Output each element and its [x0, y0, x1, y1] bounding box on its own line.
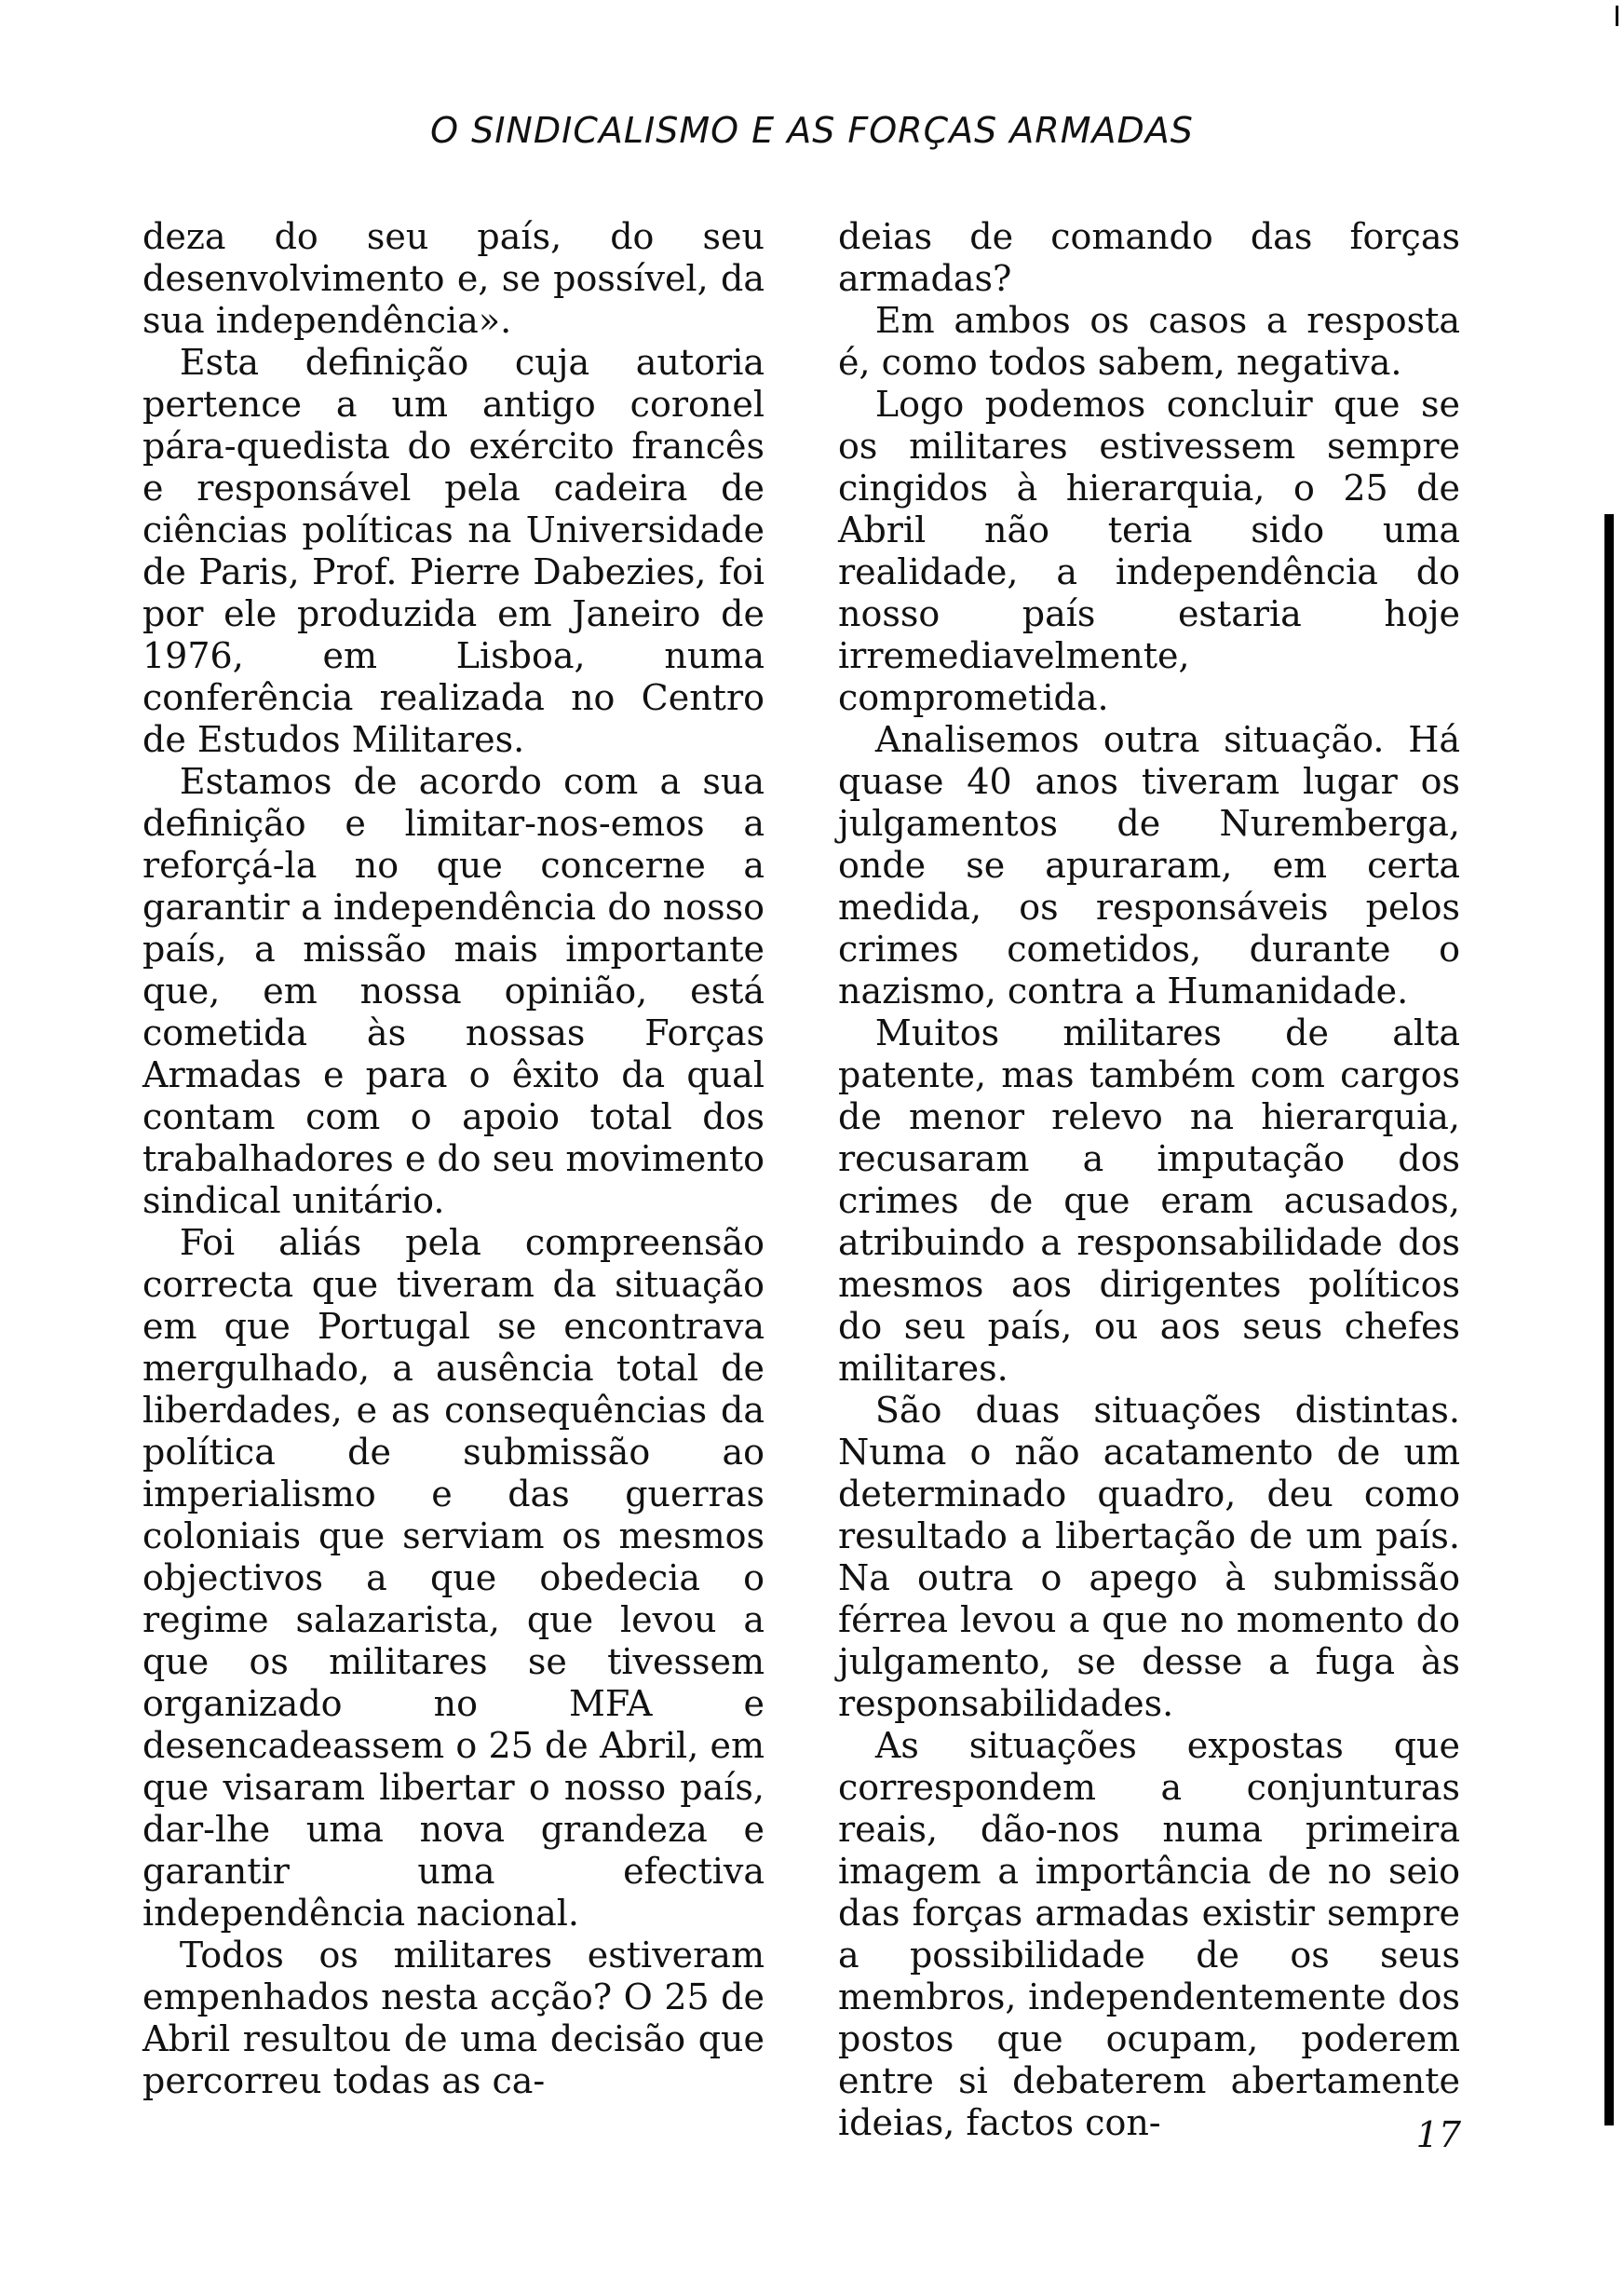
left-text-column — [142, 216, 765, 2102]
paragraph: Muitos militares de alta patente, mas também com cargos de menor relevo na hierarquia, recusaram a imputação dos crimes de que eram acusados, atribuindo a responsabilidade dos mesmos aos dirigentes políticos do seu país, ou aos seus chefes militares. — [838, 1012, 1460, 1389]
paragraph: As situações expostas que correspondem a conjunturas reais, dão-nos numa primeira imagem a importância de no seio das forças armadas existir sempre a possibilidade de os seus membros, independentemente dos postos que ocupam, poderem entre si debaterem abertamente ideias, factos con- — [838, 1725, 1460, 2143]
paragraph: Analisemos outra situação. Há quase 40 anos tiveram lugar os julgamentos de Nuremberga, onde se apuraram, em certa medida, os responsáveis pelos crimes cometidos, durante o nazismo, contra a Humanidade. — [838, 719, 1460, 1012]
paragraph: Esta definição cuja autoria pertence a um antigo coronel pára-quedista do exército francês e responsável pela cadeira de ciências políticas na Universidade de Paris, Prof. Pierre Dabezies, foi por ele produzida em Janeiro de 1976, em Lisboa, numa conferência realizada no Centro de Estudos Militares. — [142, 342, 765, 760]
paragraph: Todos os militares estiveram empenhados nesta acção? O 25 de Abril resultou de uma decisão que percorreu todas as ca- — [142, 1935, 765, 2101]
scan-margin-bar — [1604, 514, 1614, 2125]
paragraph: Em ambos os casos a resposta é, como todos sabem, negativa. — [838, 300, 1460, 383]
paragraph: Estamos de acordo com a sua definição e limitar-nos-emos a reforçá-la no que concerne a garantir a independência do nosso país, a missão mais importante que, em nossa opinião, está cometida às nossas Forças Armadas e para o êxito da qual contam com o apoio total dos trabalhadores e do seu movimento sindical unitário. — [142, 761, 765, 1221]
paragraph: São duas situações distintas. Numa o não acatamento de um determinado quadro, deu como resultado a libertação de um país. Na outra o apego à submissão férrea levou a que no momento do julgamento, se desse a fuga às responsabilidades. — [838, 1390, 1460, 1724]
right-text-column — [838, 216, 1460, 2144]
page-number: 17 — [1415, 2114, 1461, 2155]
paragraph: deias de comando das forças armadas? — [838, 216, 1460, 299]
scan-margin-tick — [1616, 6, 1618, 26]
running-head: O SINDICALISMO E AS FORÇAS ARMADAS — [430, 110, 1194, 151]
paragraph: deza do seu país, do seu desenvolvimento e, se possível, da sua independência». — [142, 216, 765, 341]
paragraph: Foi aliás pela compreensão correcta que tiveram da situação em que Portugal se encontrava mergulhado, a ausência total de liberdades, e as consequências da política de submissão ao imperialismo e das guerras coloniais que serviam os mesmos objectivos a que obedecia o regime salazarista, que levou a que os militares se tivessem organizado no MFA e desencadeassem o 25 de Abril, em que visaram libertar o nosso país, dar-lhe uma nova grandeza e garantir uma efectiva independência nacional. — [142, 1222, 765, 1934]
paragraph: Logo podemos concluir que se os militares estivessem sempre cingidos à hierarquia, o 25 de Abril não teria sido uma realidade, a independência do nosso país estaria hoje irremediavelmente, comprometida. — [838, 384, 1460, 718]
